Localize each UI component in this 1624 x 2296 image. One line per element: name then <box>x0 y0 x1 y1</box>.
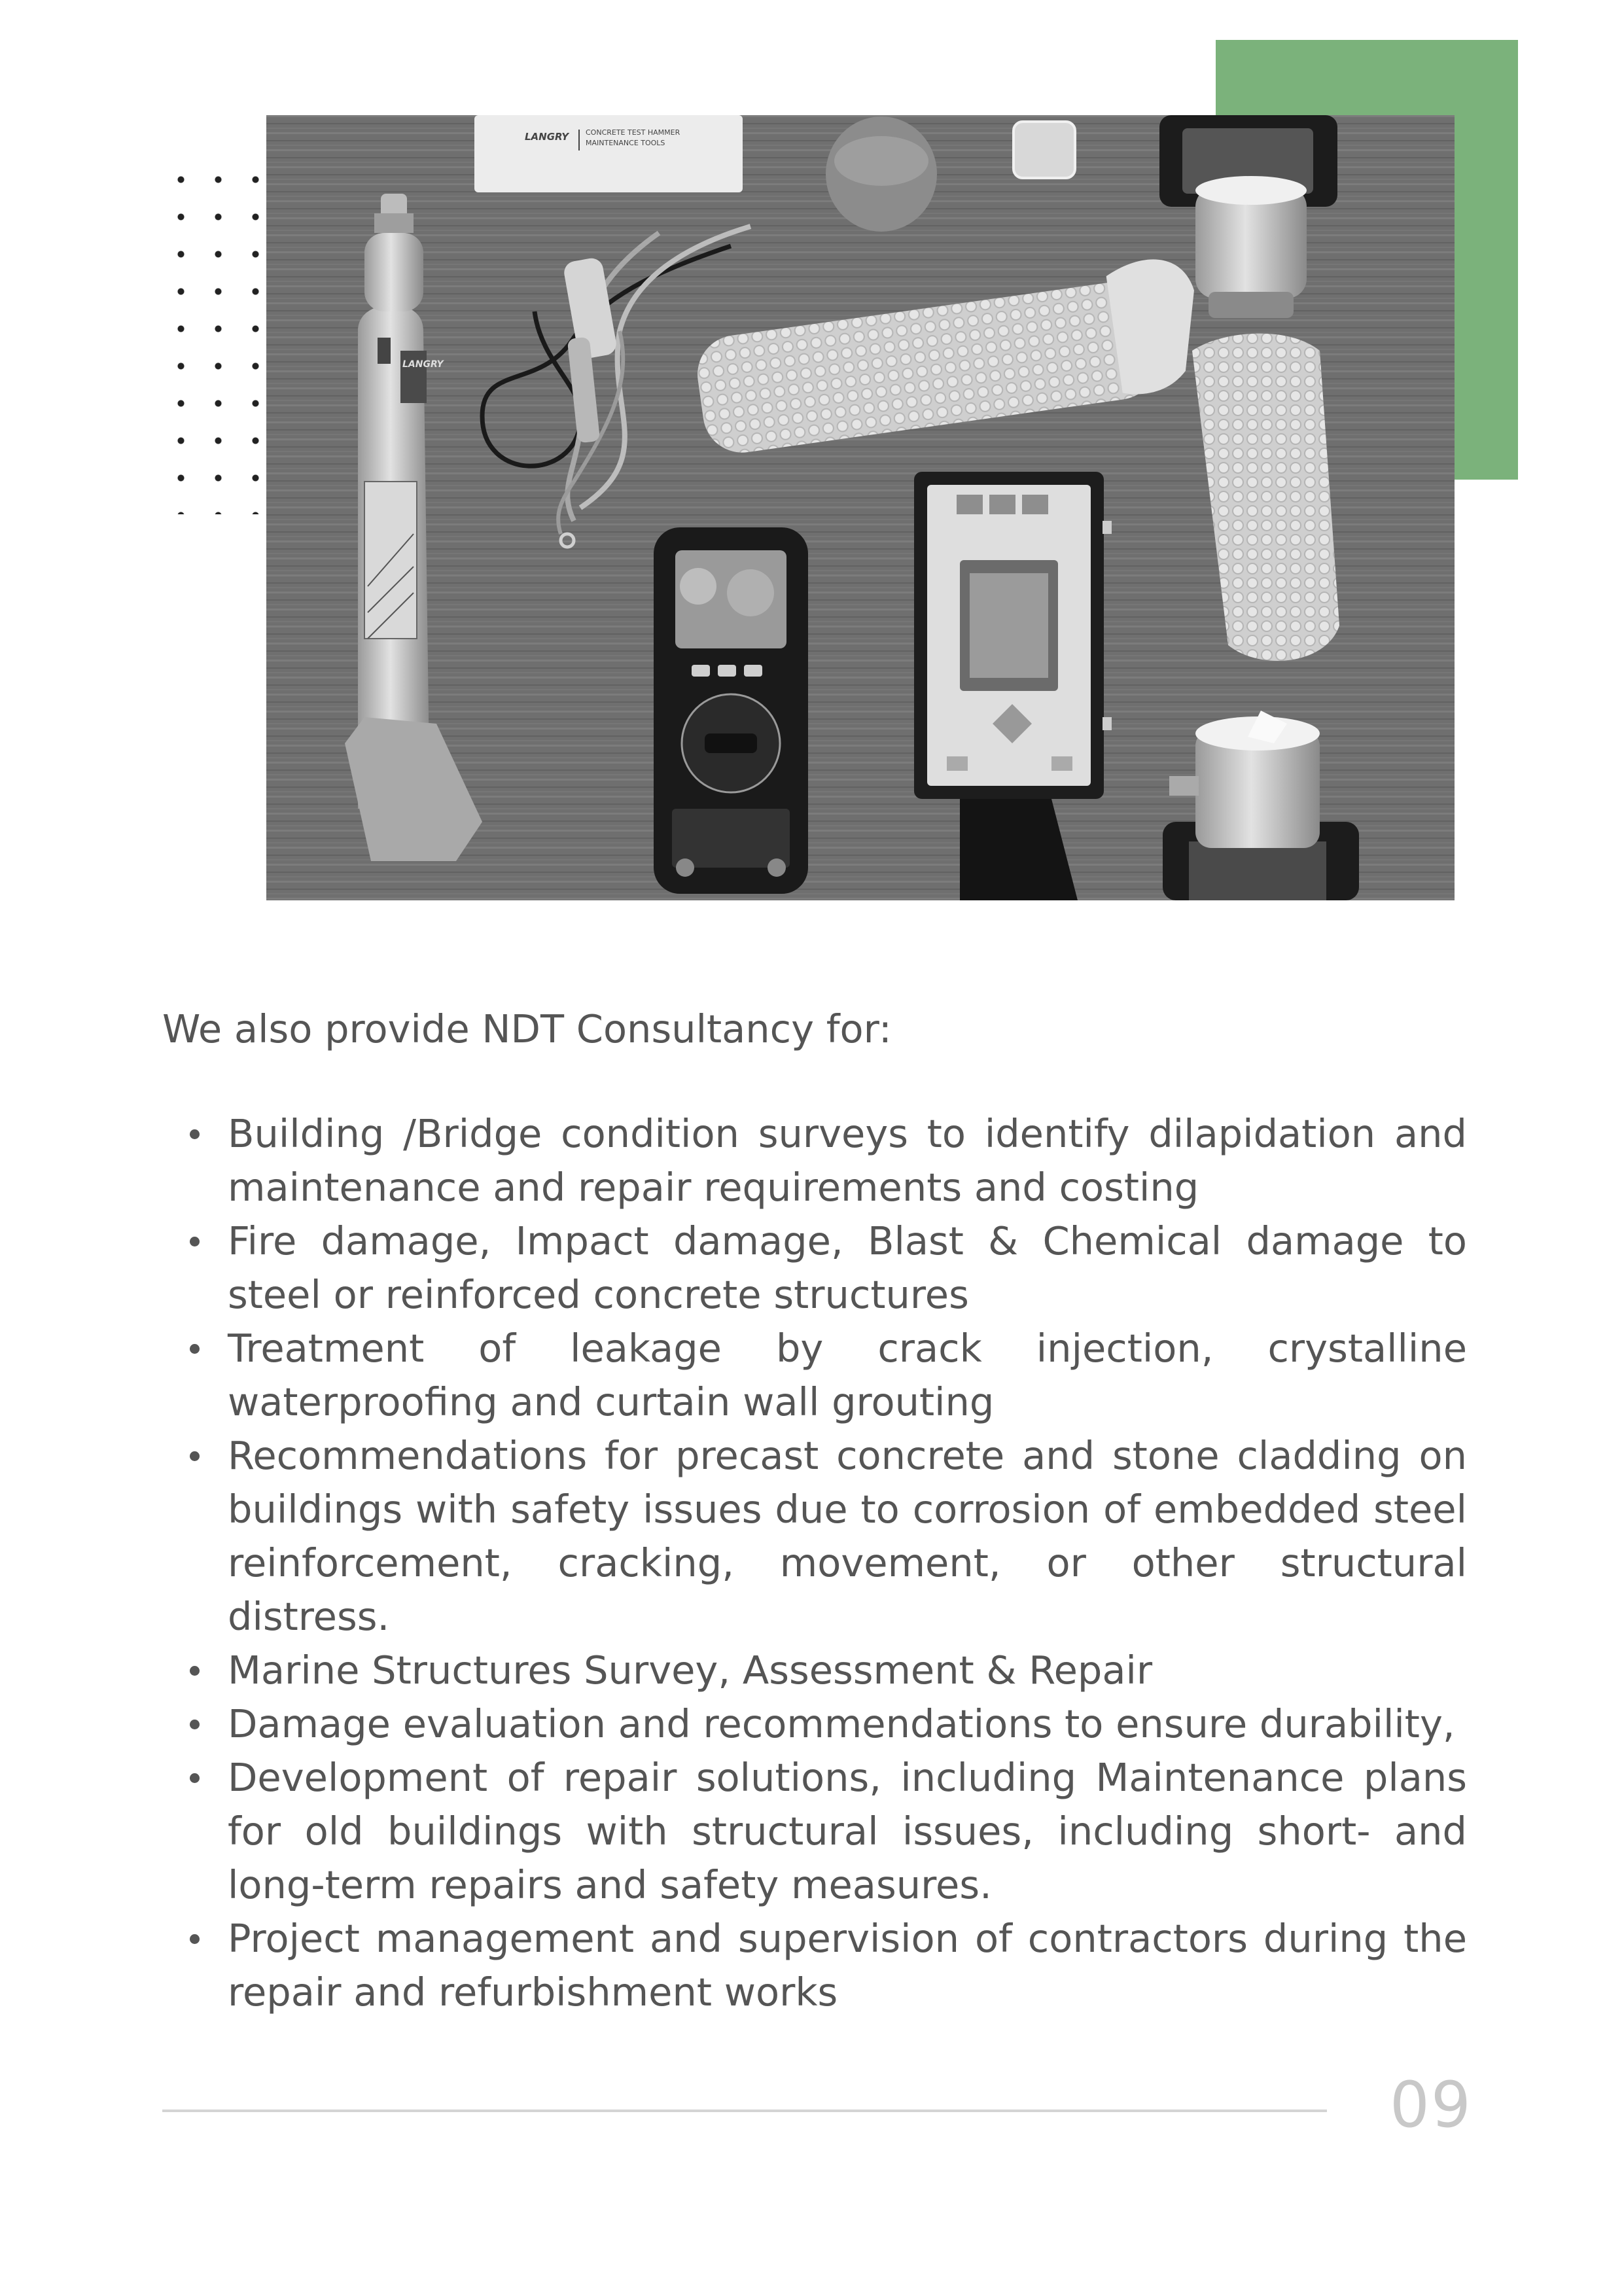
consultancy-list <box>162 1107 1467 2019</box>
list-item: Building /Bridge condition surveys to identify dilapidation and maintenance and repair requirements and costing <box>162 1107 1467 1214</box>
box-text-line2: MAINTENANCE TOOLS <box>586 139 665 147</box>
hammer-brand-text: LANGRY <box>402 359 444 370</box>
list-item: Project management and supervision of contractors during the repair and refurbishment works <box>162 1912 1467 2019</box>
box-brand-text: LANGRY <box>525 131 569 143</box>
list-item: Treatment of leakage by crack injection, crystalline waterproofing and curtain wall grouting <box>162 1322 1467 1429</box>
test-hammer-box <box>474 115 743 192</box>
page-number: 09 <box>1389 2068 1472 2142</box>
intro-text: We also provide NDT Consultancy for: <box>162 1006 892 1051</box>
list-item: Recommendations for precast concrete and stone cladding on buildings with safety issues due to corrosion of embedded steel reinforcement, cracking, movement, or other structural distress. <box>162 1429 1467 1644</box>
list-item: Marine Structures Survey, Assessment & Repair <box>162 1644 1467 1697</box>
multimeter <box>654 527 808 894</box>
list-item: Fire damage, Impact damage, Blast & Chemical damage to steel or reinforced concrete structures <box>162 1214 1467 1322</box>
list-item: Damage evaluation and recommendations to ensure durability, <box>162 1697 1467 1751</box>
footer-divider <box>162 2110 1327 2112</box>
list-item: Development of repair solutions, including Maintenance plans for old buildings with structural issues, including short- and long-term repairs and safety measures. <box>162 1751 1467 1912</box>
box-text-line1: CONCRETE TEST HAMMER <box>586 128 680 137</box>
ndt-equipment-photo <box>266 115 1455 900</box>
equipment-illustration <box>266 115 1455 900</box>
